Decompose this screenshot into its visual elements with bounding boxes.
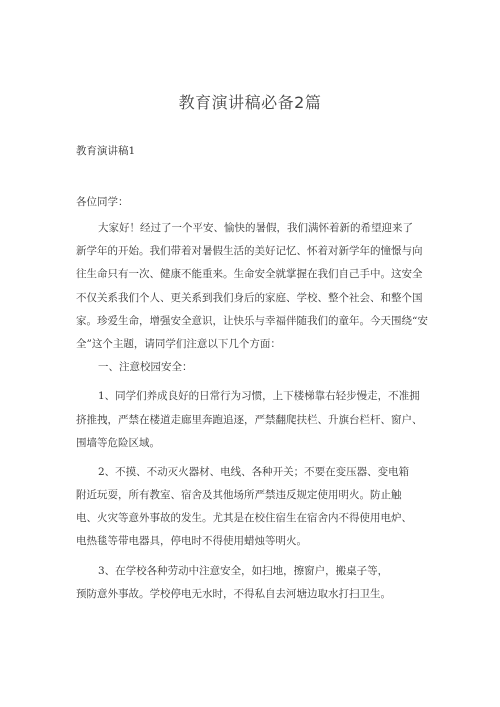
section-heading-campus-safety <box>76 356 436 379</box>
greeting-line: 各位同学： <box>76 196 129 208</box>
text-line: 附近玩耍，所有教室、宿舍及其他场所严禁违反规定使用明火。防止触 <box>76 489 402 502</box>
text-line: 电、火灾等意外事故的发生。尤其是在校住宿生在宿舍内不得使用电炉、 <box>76 512 412 525</box>
text-line: 围墙等危险区域。 <box>76 436 160 449</box>
text-line: 3、在学校各种劳动中注意安全，如扫地，擦窗户，搬桌子等， <box>98 564 389 577</box>
text-line: 挤推拽，严禁在楼道走廊里奔跑追逐，严禁翻爬扶栏、升旗台栏杆、窗户、 <box>76 413 423 426</box>
text-line: 2、不摸、不动灭火器材、电线、各种开关；不要在变压器、变电箱 <box>98 465 410 478</box>
text-line: 往生命只有一次、健康不能重来。生命安全就掌握在我们自己手中。这安全 <box>76 268 423 281</box>
paragraph-item-1 <box>76 385 436 455</box>
paragraph-item-2 <box>76 461 436 554</box>
text-line: 预防意外事故。学校停电无水时，不得私自去河塘边取水打扫卫生。 <box>76 587 391 600</box>
paragraph-item-3 <box>76 560 436 606</box>
document-title: 教育演讲稿必备2篇 <box>178 93 322 112</box>
text-line: 一、注意校园安全： <box>98 361 193 374</box>
speech-body <box>76 217 436 606</box>
text-line: 1、同学们养成良好的日常行为习惯，上下楼梯靠右轻步慢走，不准拥 <box>98 390 420 403</box>
text-line: 电热毯等带电器具，停电时不得使用蜡烛等明火。 <box>76 535 307 548</box>
text-line: 不仅关系我们个人、更关系到我们身后的家庭、学校、整个社会、和整个国 <box>76 291 423 304</box>
paragraph-intro <box>76 217 436 356</box>
text-line: 新学年的开始。我们带着对暑假生活的美好记忆、怀着对新学年的憧憬与向 <box>76 245 423 258</box>
text-line: 大家好！经过了一个平安、愉快的暑假，我们满怀着新的希望迎来了 <box>98 222 413 234</box>
text-line: 家。珍爱生命，增强安全意识，让快乐与幸福伴随我们的童年。今天围绕“安 <box>76 314 428 327</box>
speech-subheading: 教育演讲稿1 <box>76 145 136 157</box>
text-line: 全”这个主题，请同学们注意以下几个方面： <box>76 337 281 350</box>
